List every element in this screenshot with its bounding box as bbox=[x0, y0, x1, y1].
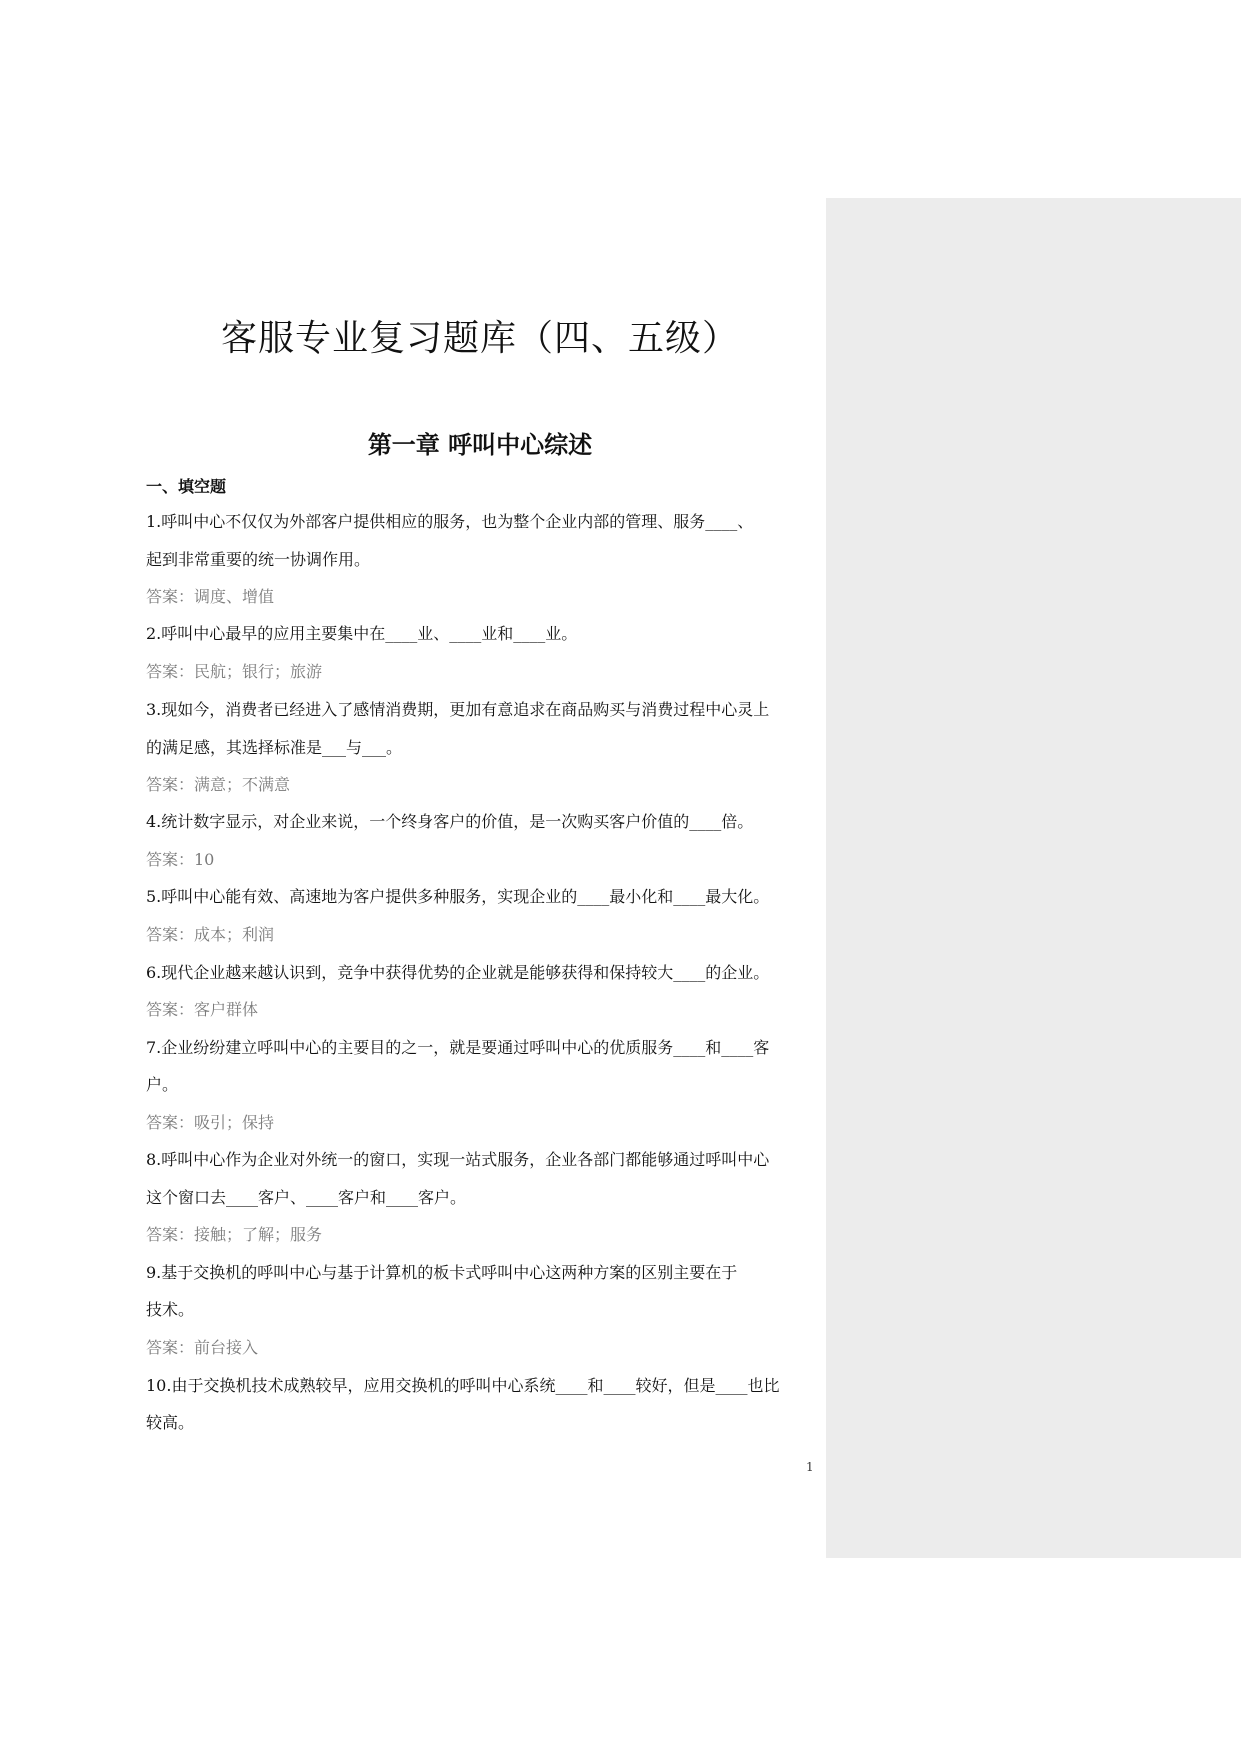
answer-line: 答案：接触；了解；服务 bbox=[146, 1225, 323, 1244]
question-line: 1.呼叫中心不仅仅为外部客户提供相应的服务，也为整个企业内部的管理、服务____、 bbox=[146, 512, 754, 531]
section-heading: 一、填空题 bbox=[146, 477, 227, 496]
answer-line: 答案：满意；不满意 bbox=[146, 775, 291, 794]
question-line: 户。 bbox=[146, 1075, 179, 1094]
question-line: 4.统计数字显示，对企业来说，一个终身客户的价值，是一次购买客户价值的____倍。 bbox=[146, 812, 754, 831]
document-title: 客服专业复习题库（四、五级） bbox=[220, 318, 739, 359]
question-line: 9.基于交换机的呼叫中心与基于计算机的板卡式呼叫中心这两种方案的区别主要在于 bbox=[146, 1263, 738, 1282]
page-number: 1 bbox=[806, 1460, 814, 1474]
answer-line: 答案：调度、增值 bbox=[146, 587, 275, 606]
question-line: 3.现如今，消费者已经进入了感情消费期，更加有意追求在商品购买与消费过程中心灵上 bbox=[146, 700, 770, 719]
comment-margin-pane bbox=[826, 198, 1241, 1558]
chapter-title: 第一章 呼叫中心综述 bbox=[367, 431, 593, 459]
question-line: 10.由于交换机技术成熟较早，应用交换机的呼叫中心系统____和____较好，但是____也比 bbox=[146, 1376, 780, 1395]
question-line: 6.现代企业越来越认识到，竞争中获得优势的企业就是能够获得和保持较大____的企业。 bbox=[146, 963, 770, 982]
answer-line: 答案：客户群体 bbox=[146, 1000, 259, 1019]
answer-line: 答案：吸引；保持 bbox=[146, 1113, 275, 1132]
answer-line: 答案：民航；银行；旅游 bbox=[146, 662, 323, 681]
answer-line: 答案：前台接入 bbox=[146, 1338, 259, 1357]
question-line: 的满足感，其选择标准是___与___。 bbox=[146, 738, 403, 757]
question-line: 2.呼叫中心最早的应用主要集中在____业、____业和____业。 bbox=[146, 624, 578, 643]
question-line: 8.呼叫中心作为企业对外统一的窗口，实现一站式服务，企业各部门都能够通过呼叫中心 bbox=[146, 1150, 770, 1169]
question-line: 5.呼叫中心能有效、高速地为客户提供多种服务，实现企业的____最小化和____最大化。 bbox=[146, 887, 770, 906]
question-line: 起到非常重要的统一协调作用。 bbox=[146, 550, 371, 569]
question-line: 7.企业纷纷建立呼叫中心的主要目的之一，就是要通过呼叫中心的优质服务____和____客 bbox=[146, 1038, 770, 1057]
question-line: 这个窗口去____客户、____客户和____客户。 bbox=[146, 1188, 467, 1207]
answer-line: 答案：10 bbox=[146, 850, 215, 869]
answer-line: 答案：成本；利润 bbox=[146, 925, 275, 944]
question-line: 技术。 bbox=[146, 1300, 195, 1319]
question-line: 较高。 bbox=[146, 1413, 195, 1432]
